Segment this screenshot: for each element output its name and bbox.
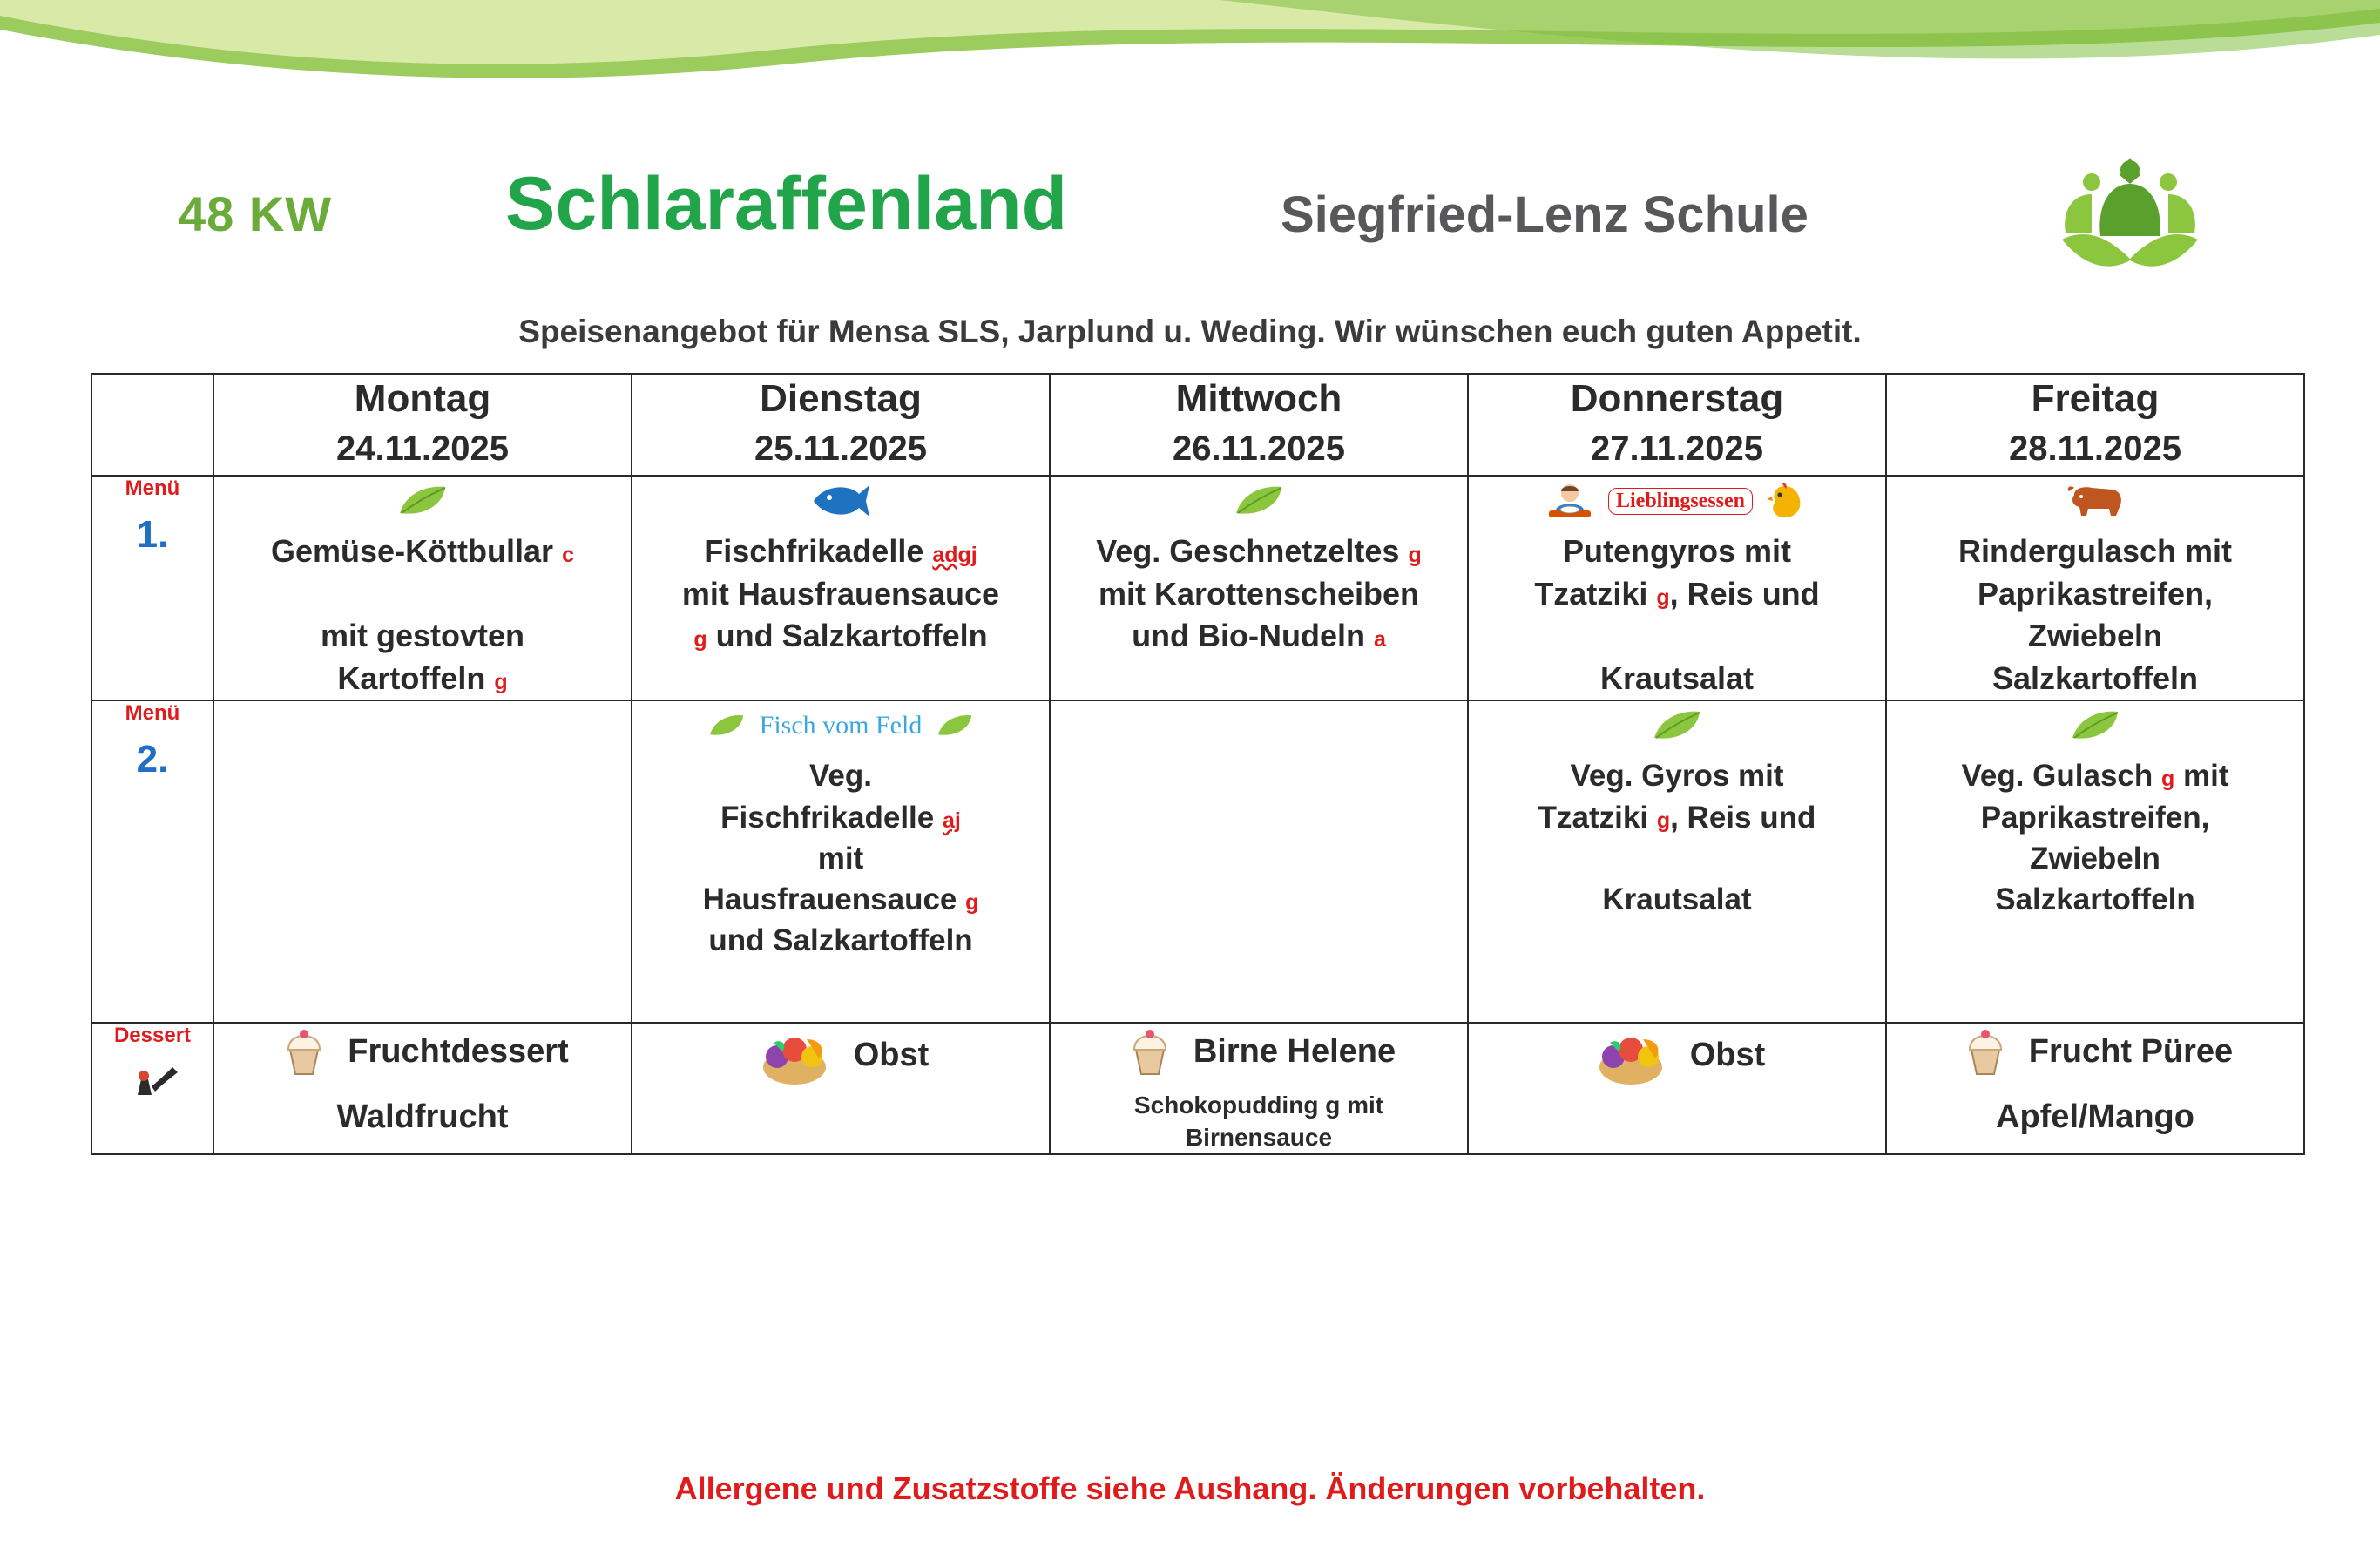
- dessert-line-2: Waldfrucht: [336, 1098, 509, 1136]
- row-label-menu1: [91, 476, 213, 700]
- dish-line-2: Paprikastreifen,: [1980, 800, 2210, 835]
- icon-group: [632, 701, 1049, 750]
- fisch-vom-feld-label: Fisch vom Feld: [759, 711, 923, 740]
- cell-dessert-dienstag: [632, 1023, 1050, 1154]
- row-label-menu2: [91, 700, 213, 1023]
- dish-line-1: Putengyros mit: [1562, 533, 1792, 569]
- day-name: Mittwoch: [1175, 377, 1342, 420]
- dish-line-2b: , Reis und: [1669, 575, 1820, 612]
- dessert-sub-text: [1051, 1090, 1467, 1153]
- allergen-code: aj: [942, 808, 961, 833]
- icon-group: [1469, 477, 1885, 525]
- dish-line-1: Fischfrikadelle: [704, 533, 924, 569]
- allergen-code: adgj: [932, 543, 977, 567]
- allergen-code: a: [1374, 627, 1386, 652]
- table-row-menu1: [91, 476, 2304, 700]
- dessert-sub-line-2: Birnensauce: [1185, 1123, 1333, 1151]
- cell-dessert-donnerstag: [1468, 1023, 1886, 1154]
- cupcake-icon: [276, 1024, 332, 1079]
- day-header-dienstag: [632, 374, 1050, 476]
- day-name: Donnerstag: [1570, 377, 1784, 420]
- dish-line-1: Veg.: [809, 759, 872, 794]
- dish-line-5: und Salzkartoffeln: [708, 923, 973, 958]
- day-date: 28.11.2025: [2009, 429, 2181, 468]
- allergen-code: g: [693, 627, 707, 652]
- allergen-code: c: [562, 543, 574, 567]
- table-row-dessert: [91, 1023, 2304, 1154]
- favourite-meal-badge: Lieblingsessen: [1608, 488, 1753, 515]
- day-header-donnerstag: [1468, 374, 1886, 476]
- cell-dessert-montag: [213, 1023, 632, 1154]
- cell-dessert-freitag: [1886, 1023, 2304, 1154]
- corner-cell: [91, 374, 213, 476]
- school-name: Siegfried-Lenz Schule: [1281, 186, 1809, 243]
- weekly-menu-table: [91, 373, 2305, 1155]
- icon-group: [1469, 701, 1885, 750]
- dish-text: [632, 531, 1049, 658]
- cell-menu2-dienstag: [632, 700, 1050, 1023]
- cow-icon: [2062, 481, 2128, 521]
- dish-line-3: Krautsalat: [1599, 659, 1755, 696]
- dish-line-3: und Bio-Nudeln: [1132, 618, 1366, 654]
- leaf-icon: [396, 483, 449, 518]
- dessert-sub-line-1: Schokopudding: [1133, 1092, 1319, 1119]
- dessert-icon: [122, 1060, 183, 1104]
- dish-line-4: Salzkartoffeln: [1995, 882, 2195, 917]
- cell-menu1-dienstag: [632, 476, 1050, 700]
- cell-menu1-montag: [213, 476, 632, 700]
- dish-line-2: mit Karottenscheiben: [1098, 575, 1420, 612]
- dish-line-2: mit gestovten: [320, 618, 525, 654]
- cell-dessert-mittwoch: [1050, 1023, 1468, 1154]
- day-name: Dienstag: [760, 377, 922, 420]
- allergen-code: g: [1325, 1092, 1341, 1119]
- dish-line-3: Zwiebeln: [2027, 618, 2163, 654]
- day-date: 26.11.2025: [1173, 429, 1345, 468]
- dish-text: [1469, 755, 1885, 920]
- allergen-code: g: [1656, 585, 1670, 610]
- dish-line-3: Zwiebeln: [2030, 841, 2160, 875]
- day-header-freitag: [1886, 374, 2304, 476]
- cell-menu1-freitag: [1886, 476, 2304, 700]
- schlaraffenland-logo-icon: [2052, 152, 2208, 274]
- page-header: [0, 161, 2380, 274]
- cell-menu2-montag: [213, 700, 632, 1023]
- icon-group: [1051, 477, 1467, 525]
- day-name: Montag: [354, 377, 491, 420]
- day-date: 27.11.2025: [1591, 429, 1763, 468]
- dish-line-1: Veg. Gyros mit: [1570, 759, 1784, 794]
- dessert-line-1: Birne Helene: [1193, 1032, 1396, 1070]
- cell-menu2-donnerstag: [1468, 700, 1886, 1023]
- dish-line-4: Hausfrauensauce: [702, 882, 957, 917]
- allergen-code: g: [965, 890, 979, 916]
- icon-group: [1887, 701, 2303, 750]
- dish-line-2: mit Hausfrauensauce: [681, 575, 1000, 612]
- day-date: 24.11.2025: [336, 429, 509, 468]
- allergen-footnote: Allergene und Zusatzstoffe siehe Aushang. Änderungen vorbehalten.: [674, 1470, 1706, 1506]
- dish-line-2: Fischfrikadelle: [720, 800, 935, 835]
- dish-line-1: Veg. Geschnetzeltes: [1096, 533, 1400, 569]
- row-number: 1.: [136, 513, 169, 556]
- dish-line-1: Gemüse-Köttbullar: [271, 533, 554, 569]
- child-eating-icon: [1545, 481, 1594, 521]
- leaf-icon: [2069, 708, 2121, 743]
- row-label-text: Dessert: [113, 1024, 192, 1048]
- day-header-mittwoch: [1050, 374, 1468, 476]
- row-number: 2.: [136, 738, 169, 781]
- dessert-content: [214, 1024, 631, 1079]
- dessert-line-1: Obst: [1689, 1036, 1766, 1073]
- dish-line-1: Rindergulasch mit: [1957, 533, 2233, 569]
- day-date: 25.11.2025: [754, 429, 927, 468]
- cell-menu1-donnerstag: [1468, 476, 1886, 700]
- table-row-menu2: [91, 700, 2304, 1023]
- icon-group: [214, 477, 631, 525]
- dish-line-2: Paprikastreifen,: [1977, 575, 2214, 612]
- dessert-line-1: Obst: [853, 1036, 930, 1073]
- row-label-text: Menü: [125, 477, 180, 500]
- dish-line-2b: , Reis und: [1670, 800, 1816, 835]
- page-subtitle: Speisenangebot für Mensa SLS, Jarplund u. Weding. Wir wünschen euch guten Appetit.: [518, 314, 1862, 349]
- row-label-dessert: [91, 1023, 213, 1154]
- allergen-code: g: [1408, 543, 1422, 567]
- cell-menu2-freitag: [1886, 700, 2304, 1023]
- chicken-icon: [1767, 481, 1809, 521]
- allergen-code: g: [494, 669, 508, 694]
- dish-text: [1051, 531, 1467, 658]
- fruit-basket-icon: [1589, 1024, 1673, 1086]
- table-header-row: [91, 374, 2304, 476]
- leaf-icon: [1651, 708, 1703, 743]
- dessert-line-2: Apfel/Mango: [1996, 1098, 2194, 1136]
- dish-line-3: Krautsalat: [1602, 882, 1752, 917]
- dish-text: [632, 755, 1049, 961]
- leaf-icon: [936, 713, 974, 739]
- dish-line-1b: mit: [2183, 759, 2229, 794]
- dessert-line-1: Frucht Püree: [2028, 1032, 2234, 1070]
- icon-group: [632, 477, 1049, 525]
- allergen-code: g: [2161, 767, 2175, 792]
- fruit-basket-icon: [753, 1024, 836, 1086]
- dish-text: [214, 531, 631, 700]
- cupcake-icon: [1957, 1024, 2013, 1079]
- dish-text: [1887, 755, 2303, 920]
- leaf-icon: [1233, 483, 1285, 518]
- header-swoosh-decoration: [0, 0, 2380, 105]
- allergen-code: g: [1656, 808, 1671, 833]
- dish-line-2: Tzatziki: [1538, 800, 1649, 835]
- dish-text: [1887, 531, 2303, 700]
- dish-line-1: Veg. Gulasch: [1961, 759, 2153, 794]
- leaf-icon: [707, 713, 746, 739]
- dish-line-3: Kartoffeln: [337, 659, 486, 696]
- row-label-text: Menü: [125, 701, 180, 726]
- dessert-sub-line-1b: mit: [1347, 1092, 1384, 1119]
- cell-menu1-mittwoch: [1050, 476, 1468, 700]
- day-header-montag: [213, 374, 632, 476]
- cupcake-icon: [1122, 1024, 1178, 1079]
- dish-line-3: und Salzkartoffeln: [715, 618, 988, 654]
- week-number-label: 48 KW: [179, 186, 333, 241]
- dessert-line-1: Fruchtdessert: [348, 1032, 569, 1070]
- dish-line-4: Salzkartoffeln: [1991, 659, 2199, 696]
- cell-menu2-mittwoch: [1050, 700, 1468, 1023]
- fish-icon: [810, 482, 871, 520]
- dish-text: [1469, 531, 1885, 700]
- day-name: Freitag: [2031, 377, 2160, 420]
- page-title: Schlaraffenland: [505, 162, 1068, 246]
- dessert-content: [1051, 1024, 1467, 1079]
- dish-line-3: mit: [817, 841, 864, 875]
- dish-line-2: Tzatziki: [1534, 575, 1648, 612]
- icon-group: [1887, 477, 2303, 525]
- dessert-content: [1887, 1024, 2303, 1079]
